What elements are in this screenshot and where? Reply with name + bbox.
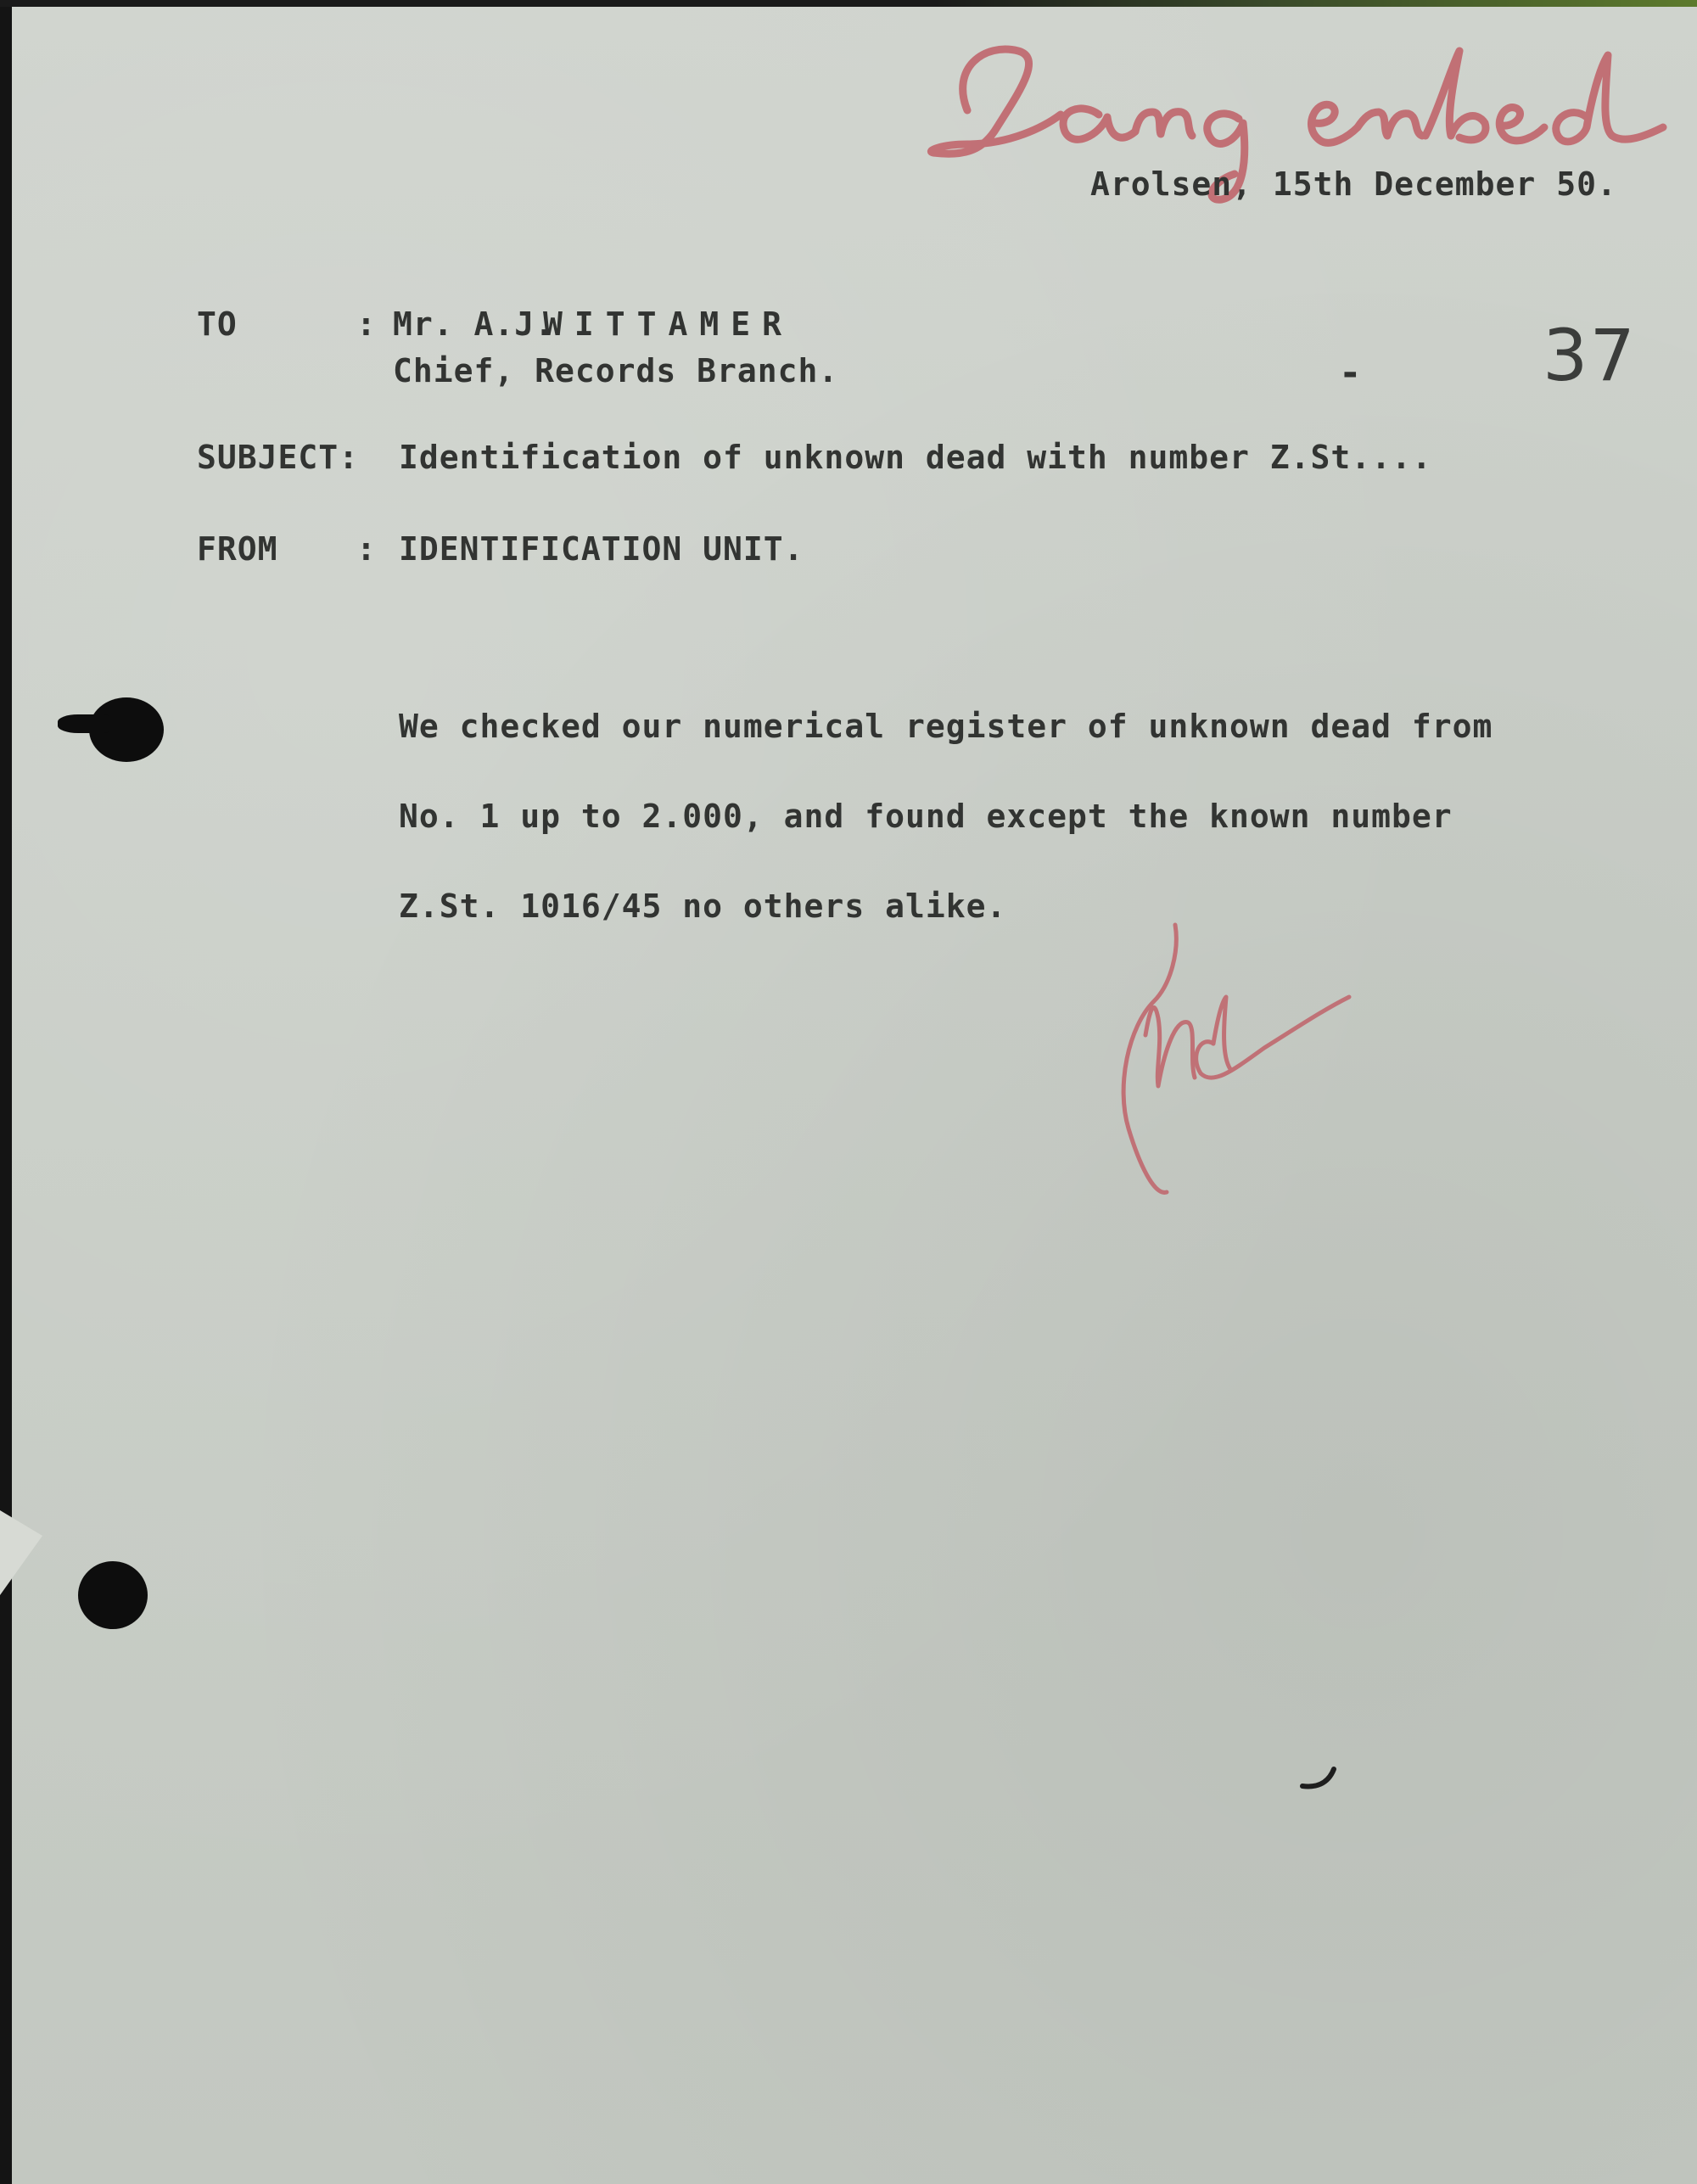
subject-label: SUBJECT: [197,439,360,476]
recipient-name: Mr. A.J. [393,305,556,343]
handwritten-initials [1095,916,1375,1205]
place-date: Arolsen, 15th December 50. [1090,165,1617,203]
sender-unit: IDENTIFICATION UNIT. [399,530,804,568]
from-label: FROM [197,530,278,568]
from-colon: : [356,530,377,568]
punch-hole-tear [58,714,109,733]
to-colon: : [356,305,377,343]
subject-text: Identification of unknown dead with number Z.St.... [399,439,1432,476]
dash-mark: - [1339,351,1363,395]
handwritten-annotation [916,17,1680,187]
body-line: We checked our numerical register of unknown dead from [399,708,1493,745]
body-line: No. 1 up to 2.000, and found except the known number [399,798,1453,835]
punch-hole-bottom [78,1561,148,1629]
paper-corner-notch [0,1510,42,1595]
scan-top-border [0,0,1697,7]
recipient-title: Chief, Records Branch. [393,352,839,389]
recipient-surname: WITTAMER [543,305,794,343]
to-label: TO [197,305,238,343]
body-line: Z.St. 1016/45 no others alike. [399,888,1007,925]
scan-left-border [0,0,12,2184]
ink-tick-mark [1298,1761,1341,1795]
page-number: 37 [1543,314,1637,397]
